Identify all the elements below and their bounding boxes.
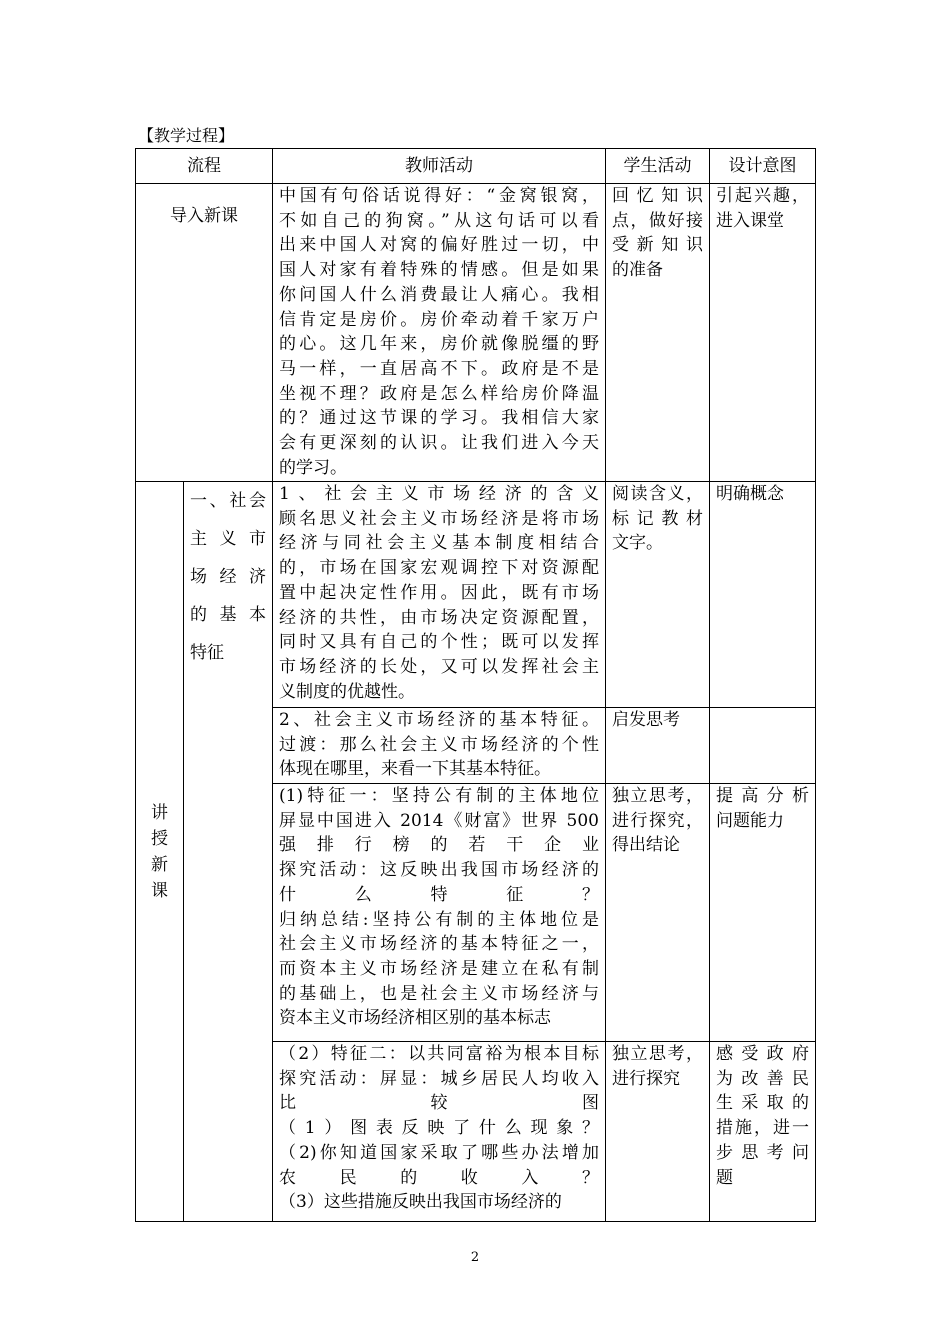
- text-line: 文字。: [612, 533, 663, 554]
- text-line: 提高分析: [716, 786, 809, 806]
- text-line: 的？通过这节课的学习。我相信大家: [279, 408, 599, 429]
- lecture-row-4-design: [710, 1042, 816, 1222]
- text-line: 独立思考，: [612, 1044, 703, 1064]
- text-line: 会有更深刻的认识。让我们进入今天: [279, 433, 599, 454]
- text-line: 受新知识: [612, 235, 703, 256]
- text-line: 进行探究，: [612, 810, 703, 831]
- text-line: 为改善民: [716, 1068, 809, 1089]
- text-line: 出来中国人对窝的偏好胜过一切，中: [279, 235, 599, 256]
- text-line: (1)特征一：坚持公有制的主体地位: [279, 786, 599, 806]
- lecture-section-cell: [184, 482, 273, 1222]
- text-line: 场经济: [190, 567, 266, 587]
- text-line: 步思考问: [716, 1142, 809, 1163]
- text-line: 启发思考: [612, 710, 680, 730]
- text-line: 信肯定是房价。房价牵动着千家万户: [279, 309, 599, 330]
- intro-design-cell: [710, 184, 816, 482]
- text-line: 问题能力: [716, 810, 784, 831]
- text-line: 点，做好接: [612, 210, 703, 231]
- text-line: 屏显中国进入 2014《财富》世界 500: [279, 810, 599, 831]
- text-line: 坐视不理？政府是怎么样给房价降温: [279, 383, 599, 404]
- text-line: 而资本主义市场经济是建立在私有制: [279, 958, 599, 979]
- text-line: 感受政府: [716, 1044, 809, 1064]
- lecture-row-4-teacher: [273, 1042, 606, 1222]
- text-line: （1）图表反映了什么现象？: [279, 1118, 599, 1139]
- text-line: 一、社会: [190, 491, 266, 511]
- text-line: 国人对家有着特殊的情感。但是如果: [279, 260, 599, 281]
- text-line: 归纳总结:坚持公有制的主体地位是: [279, 909, 599, 930]
- page-number: 2: [470, 1250, 480, 1265]
- text-line: 经济的共性，由市场决定资源配置，: [279, 607, 599, 628]
- text-line: 讲: [151, 802, 168, 823]
- text-line: 回忆知识: [612, 186, 703, 206]
- lecture-row-1-teacher: [273, 482, 606, 708]
- lecture-row-2-teacher: [273, 708, 606, 784]
- lecture-row-1-design: [710, 482, 816, 708]
- header-student-activity: 学生活动: [606, 149, 710, 184]
- text-line: 探究活动：这反映出我国市场经济的: [279, 860, 599, 881]
- text-line: 措施，进一: [716, 1118, 809, 1139]
- text-line: 课: [151, 880, 168, 901]
- text-line: 引起兴趣，: [716, 186, 809, 206]
- text-line: 强排行榜的若干企业: [279, 835, 599, 856]
- text-line: 得出结论: [612, 835, 680, 856]
- text-line: 资本主义市场经济相区别的基本标志: [279, 1008, 551, 1029]
- text-line: 比较图: [279, 1093, 599, 1114]
- text-line: 标记教材: [612, 508, 703, 529]
- text-line: 明确概念: [716, 484, 784, 504]
- lecture-row-3-student: [606, 784, 710, 1042]
- text-line: 题: [716, 1167, 733, 1188]
- text-line: 马一样，一直居高不下。政府是不是: [279, 358, 599, 379]
- lesson-process-table: [135, 148, 816, 1222]
- text-line: 的准备: [612, 260, 663, 281]
- text-line: 探究活动：屏显：城乡居民人均收入: [279, 1068, 599, 1089]
- text-line: 生采取的: [716, 1093, 809, 1114]
- text-line: 不如自己的狗窝。”从这句话可以看: [279, 210, 599, 231]
- text-line: 体现在哪里，来看一下其基本特征。: [279, 759, 551, 780]
- text-line: 顾名思义社会主义市场经济是将市场: [279, 508, 599, 529]
- text-line: 1、社会主义市场经济的含义: [279, 484, 599, 504]
- section-heading: 【教学过程】: [138, 126, 235, 145]
- text-line: 授: [151, 828, 168, 849]
- text-line: 经济与同社会主义基本制度相结合: [279, 533, 599, 554]
- text-line: 主义市: [190, 529, 266, 549]
- text-line: 阅读含义，: [612, 484, 703, 504]
- text-line: 农民的收入？: [279, 1167, 599, 1188]
- lecture-row-2-design: [710, 708, 816, 784]
- intro-student-cell: [606, 184, 710, 482]
- text-line: 过渡：那么社会主义市场经济的个性: [279, 734, 599, 755]
- table-header-row: [136, 149, 816, 184]
- text-line: （3）这些措施反映出我国市场经济的: [279, 1192, 562, 1213]
- text-line: （2）特征二：以共同富裕为根本目标: [279, 1044, 599, 1064]
- text-line: 2、社会主义市场经济的基本特征。: [279, 710, 599, 730]
- text-line: 市场经济的长处，又可以发挥社会主: [279, 656, 599, 677]
- lecture-row-3-teacher: [273, 784, 606, 1042]
- text-line: 的心。这几年来，房价就像脱缰的野: [279, 334, 599, 355]
- table-row-lecture-1: [136, 482, 816, 708]
- lecture-row-4-student: [606, 1042, 710, 1222]
- intro-teacher-cell: [273, 184, 606, 482]
- text-line: 什么特征？: [279, 884, 599, 905]
- lecture-row-1-student: [606, 482, 710, 708]
- intro-process-cell: [136, 184, 273, 482]
- text-line: 你问国人什么消费最让人痛心。我相: [279, 284, 599, 305]
- text-line: 进行探究: [612, 1068, 680, 1089]
- text-line: 同时又具有自己的个性；既可以发挥: [279, 632, 599, 653]
- table-row-intro: [136, 184, 816, 482]
- text-line: （2)你知道国家采取了哪些办法增加: [279, 1142, 599, 1163]
- lecture-process-cell: [136, 482, 184, 1222]
- header-process: 流程: [136, 149, 273, 184]
- text-line: 新: [151, 854, 168, 875]
- text-line: 置中起决定性作用。因此，既有市场: [279, 582, 599, 603]
- header-design-intent: 设计意图: [710, 149, 816, 184]
- lecture-row-3-design: [710, 784, 816, 1042]
- text-line: 的，市场在国家宏观调控下对资源配: [279, 558, 599, 579]
- header-teacher-activity: 教师活动: [273, 149, 606, 184]
- lecture-row-2-student: [606, 708, 710, 784]
- text-line: 中国有句俗话说得好：“金窝银窝，: [279, 186, 599, 206]
- text-line: 进入课堂: [716, 210, 784, 231]
- text-line: 的学习。: [279, 457, 347, 478]
- text-line: 社会主义市场经济的基本特征之一，: [279, 934, 599, 955]
- intro-process-label: 导入新课: [170, 206, 238, 226]
- text-line: 的基础上，也是社会主义市场经济与: [279, 983, 599, 1004]
- text-line: 的基本: [190, 605, 266, 625]
- text-line: 义制度的优越性。: [279, 681, 415, 702]
- text-line: 特征: [190, 643, 224, 663]
- text-line: 独立思考，: [612, 786, 703, 806]
